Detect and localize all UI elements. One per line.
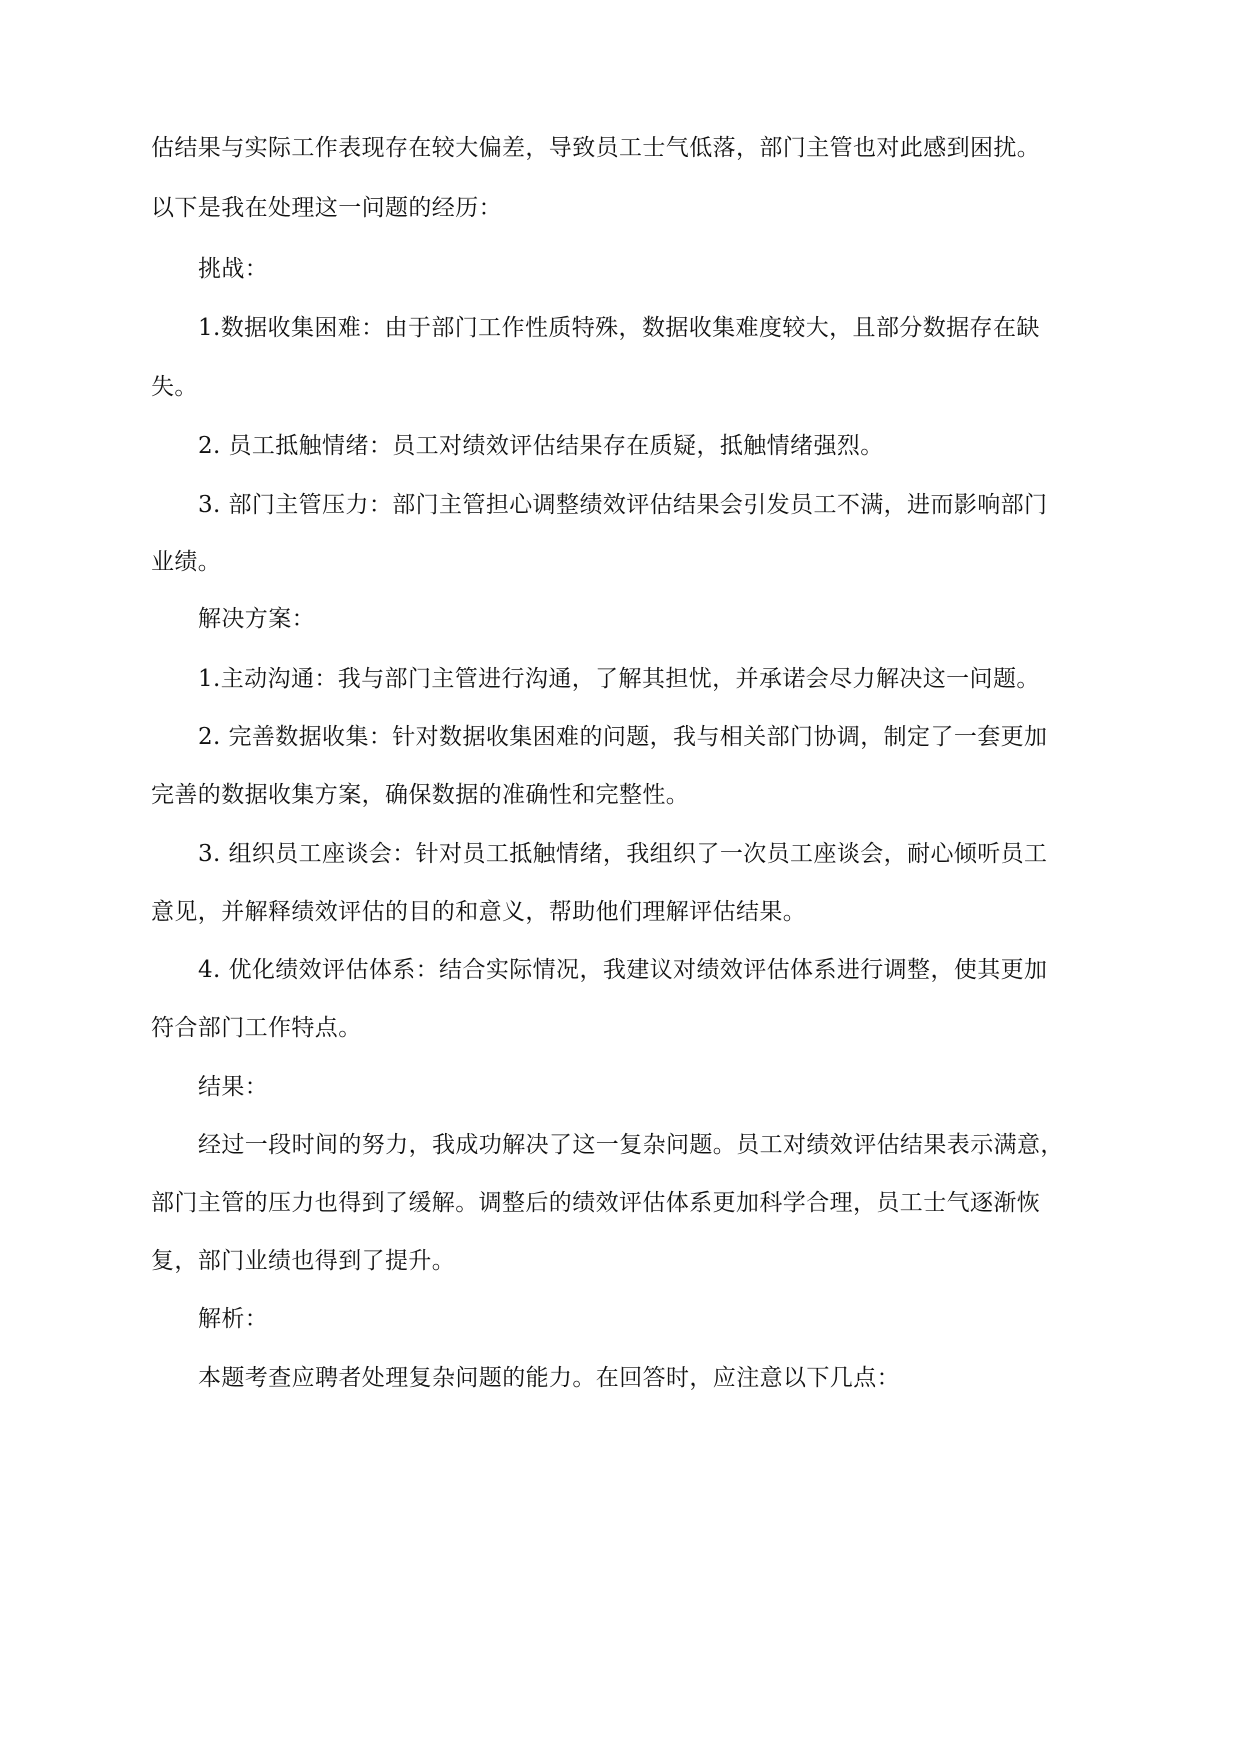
- text-line: 失。: [151, 374, 198, 400]
- paragraph-line: 本题考查应聘者处理复杂问题的能力。在回答时，应注意以下几点：: [198, 1365, 900, 1391]
- section-heading-results: 结果：: [198, 1074, 269, 1100]
- text-line: 复，部门业绩也得到了提升。: [151, 1248, 456, 1274]
- list-item: 4. 优化绩效评估体系：结合实际情况，我建议对绩效评估体系进行调整，使其更加: [198, 957, 1048, 983]
- list-item: 1.主动沟通：我与部门主管进行沟通，了解其担忧，并承诺会尽力解决这一问题。: [198, 666, 1040, 692]
- text-line: 完善的数据收集方案，确保数据的准确性和完整性。: [151, 782, 690, 808]
- text-line: 业绩。: [151, 549, 222, 575]
- section-heading-analysis: 解析：: [198, 1306, 269, 1332]
- text-line: 估结果与实际工作表现存在较大偏差，导致员工士气低落，部门主管也对此感到困扰。: [151, 135, 1041, 161]
- list-item: 3. 部门主管压力：部门主管担心调整绩效评估结果会引发员工不满，进而影响部门: [198, 492, 1048, 518]
- list-item: 2. 员工抵触情绪：员工对绩效评估结果存在质疑，抵触情绪强烈。: [198, 433, 884, 459]
- list-item: 2. 完善数据收集：针对数据收集困难的问题，我与相关部门协调，制定了一套更加: [198, 724, 1048, 750]
- text-line: 部门主管的压力也得到了缓解。调整后的绩效评估体系更加科学合理，员工士气逐渐恢: [151, 1190, 1041, 1216]
- text-line: 以下是我在处理这一问题的经历：: [151, 195, 502, 221]
- text-line: 符合部门工作特点。: [151, 1015, 362, 1041]
- section-heading-challenges: 挑战：: [198, 256, 269, 282]
- paragraph-line: 经过一段时间的努力，我成功解决了这一复杂问题。员工对绩效评估结果表示满意，: [198, 1132, 1064, 1158]
- text-line: 意见，并解释绩效评估的目的和意义，帮助他们理解评估结果。: [151, 899, 807, 925]
- section-heading-solutions: 解决方案：: [198, 606, 315, 632]
- list-item: 1.数据收集困难：由于部门工作性质特殊，数据收集难度较大，且部分数据存在缺: [198, 315, 1040, 341]
- list-item: 3. 组织员工座谈会：针对员工抵触情绪，我组织了一次员工座谈会，耐心倾听员工: [198, 841, 1048, 867]
